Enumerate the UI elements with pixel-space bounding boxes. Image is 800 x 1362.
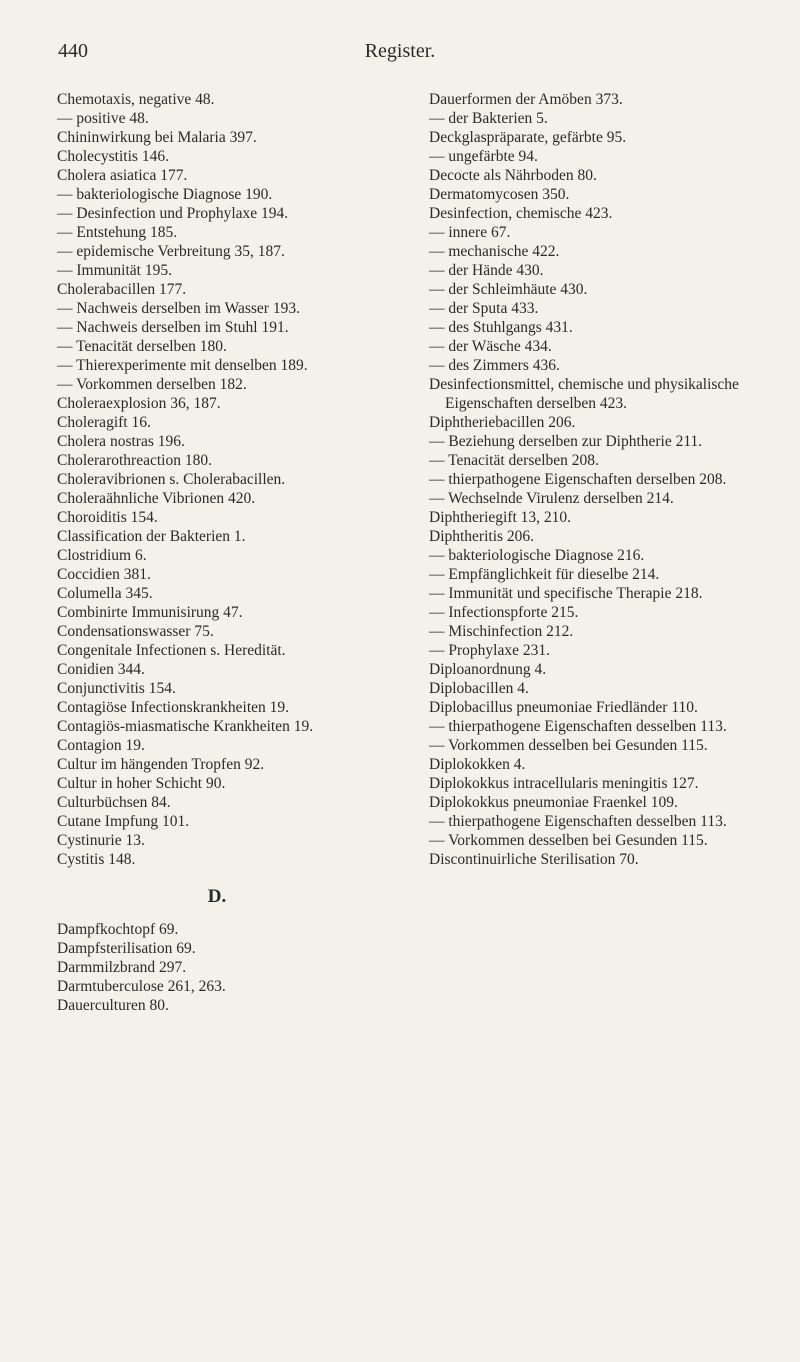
index-entry: Choleragift 16. bbox=[57, 414, 151, 431]
index-entry: Coccidien 381. bbox=[57, 566, 151, 583]
index-entry: — Infectionspforte 215. bbox=[429, 604, 579, 621]
index-entry: — des Stuhlgangs 431. bbox=[429, 319, 573, 336]
index-entry: — Immunität und specifische Therapie 218. bbox=[429, 585, 703, 602]
section-letter-d: D. bbox=[207, 886, 227, 907]
index-entry: — bakteriologische Diagnose 216. bbox=[429, 547, 645, 564]
index-entry: Diplobacillen 4. bbox=[429, 680, 529, 697]
index-entry: — Vorkommen derselben 182. bbox=[57, 376, 247, 393]
index-entry: Diphtheritis 206. bbox=[429, 528, 535, 545]
index-entry: — thierpathogene Eigenschaften desselben 113. bbox=[429, 718, 727, 735]
index-entry: Cholecystitis 146. bbox=[57, 148, 169, 165]
index-entry: — Beziehung derselben zur Diphtherie 211. bbox=[429, 433, 703, 450]
index-entry: — der Bakterien 5. bbox=[429, 110, 548, 127]
index-entry: Cystitis 148. bbox=[57, 851, 136, 868]
index-entry: Culturbüchsen 84. bbox=[57, 794, 171, 811]
index-entry: Chemotaxis, negative 48. bbox=[57, 91, 215, 108]
index-entry: — Tenacität derselben 208. bbox=[429, 452, 599, 469]
index-entry: Cutane Impfung 101. bbox=[57, 813, 190, 830]
index-entry: Dampfsterilisation 69. bbox=[57, 940, 196, 957]
index-entry: Choleraähnliche Vibrionen 420. bbox=[57, 490, 256, 507]
index-entry: Deckglaspräparate, gefärbte 95. bbox=[429, 129, 627, 146]
index-entry: Darmmilzbrand 297. bbox=[57, 959, 187, 976]
page-header bbox=[58, 40, 742, 70]
index-section-d bbox=[57, 920, 377, 1015]
index-entry: Decocte als Nährboden 80. bbox=[429, 167, 597, 184]
index-entry: Diploanordnung 4. bbox=[429, 661, 547, 678]
index-entry: Discontinuirliche Sterilisation 70. bbox=[429, 851, 639, 868]
index-entry: — Nachweis derselben im Stuhl 191. bbox=[57, 319, 289, 336]
index-entry: Choleravibrionen s. Cholerabacillen. bbox=[57, 471, 286, 488]
index-entry: Diphtheriegift 13, 210. bbox=[429, 509, 572, 526]
index-section-c bbox=[57, 90, 377, 869]
index-entry: Cultur in hoher Schicht 90. bbox=[57, 775, 226, 792]
index-entry: — Vorkommen desselben bei Gesunden 115. bbox=[429, 832, 708, 849]
index-entry: Cholerarothreaction 180. bbox=[57, 452, 212, 469]
index-entry: Congenitale Infectionen s. Heredität. bbox=[57, 642, 286, 659]
index-entry: Chininwirkung bei Malaria 397. bbox=[57, 129, 257, 146]
index-entry: Cholera asiatica 177. bbox=[57, 167, 188, 184]
index-entry: Diplokokkus intracellularis meningitis 127. bbox=[429, 775, 699, 792]
index-entry: — der Wäsche 434. bbox=[429, 338, 552, 355]
index-entry: Choroiditis 154. bbox=[57, 509, 158, 526]
index-entry: Contagiös-miasmatische Krankheiten 19. bbox=[57, 718, 314, 735]
page-number: 440 bbox=[58, 40, 88, 62]
index-entry: — der Hände 430. bbox=[429, 262, 544, 279]
index-entry: Cholerabacillen 177. bbox=[57, 281, 187, 298]
index-entry: — der Schleimhäute 430. bbox=[429, 281, 588, 298]
index-entry: Columella 345. bbox=[57, 585, 153, 602]
index-entry: — Mischinfection 212. bbox=[429, 623, 574, 640]
left-column bbox=[57, 90, 377, 1015]
index-entry: Desinfection, chemische 423. bbox=[429, 205, 613, 222]
index-entry: — Thierexperimente mit denselben 189. bbox=[57, 357, 308, 374]
index-entry: — Vorkommen desselben bei Gesunden 115. bbox=[429, 737, 708, 754]
index-entry: Darmtuberculose 261, 263. bbox=[57, 978, 226, 995]
index-entry: — ungefärbte 94. bbox=[429, 148, 538, 165]
index-entry: — Immunität 195. bbox=[57, 262, 172, 279]
index-entry: — Entstehung 185. bbox=[57, 224, 178, 241]
index-entry: Condensationswasser 75. bbox=[57, 623, 214, 640]
index-entry: Dermatomycosen 350. bbox=[429, 186, 570, 203]
index-entry: Combinirte Immunisirung 47. bbox=[57, 604, 243, 621]
index-entry: — mechanische 422. bbox=[429, 243, 560, 260]
index-entry: Cultur im hängenden Tropfen 92. bbox=[57, 756, 265, 773]
index-entry: Cholera nostras 196. bbox=[57, 433, 185, 450]
index-entry: — innere 67. bbox=[429, 224, 511, 241]
index-entry: — Desinfection und Prophylaxe 194. bbox=[57, 205, 289, 222]
index-entry: Diplobacillus pneumoniae Friedländer 110. bbox=[429, 699, 698, 716]
index-section-d-continued bbox=[429, 90, 747, 869]
index-entry: — Wechselnde Virulenz derselben 214. bbox=[429, 490, 674, 507]
index-entry: Classification der Bakterien 1. bbox=[57, 528, 246, 545]
index-entry: Contagion 19. bbox=[57, 737, 145, 754]
index-entry: Dampfkochtopf 69. bbox=[57, 921, 179, 938]
index-entry: Conjunctivitis 154. bbox=[57, 680, 176, 697]
index-entry: Diplokokken 4. bbox=[429, 756, 526, 773]
index-entry: Contagiöse Infectionskrankheiten 19. bbox=[57, 699, 290, 716]
index-entry: — thierpathogene Eigenschaften desselben 113. bbox=[429, 813, 727, 830]
index-entry: — des Zimmers 436. bbox=[429, 357, 560, 374]
index-entry: — Nachweis derselben im Wasser 193. bbox=[57, 300, 300, 317]
index-entry: Cystinurie 13. bbox=[57, 832, 145, 849]
index-entry: Conidien 344. bbox=[57, 661, 145, 678]
index-entry: Dauerculturen 80. bbox=[57, 997, 169, 1014]
index-entry: Desinfectionsmittel, chemische und physikalische Eigenschaften derselben 423. bbox=[429, 376, 739, 412]
index-entry: Diphtheriebacillen 206. bbox=[429, 414, 576, 431]
index-entry: Diplokokkus pneumoniae Fraenkel 109. bbox=[429, 794, 678, 811]
running-title: Register. bbox=[364, 40, 436, 62]
index-entry: Dauerformen der Amöben 373. bbox=[429, 91, 623, 108]
right-column bbox=[429, 90, 747, 869]
index-entry: Choleraexplosion 36, 187. bbox=[57, 395, 221, 412]
index-entry: Clostridium 6. bbox=[57, 547, 147, 564]
index-entry: — thierpathogene Eigenschaften derselben 208. bbox=[429, 471, 727, 488]
index-entry: — der Sputa 433. bbox=[429, 300, 539, 317]
index-entry: — epidemische Verbreitung 35, 187. bbox=[57, 243, 285, 260]
index-entry: — Empfänglichkeit für dieselbe 214. bbox=[429, 566, 660, 583]
index-entry: — positive 48. bbox=[57, 110, 149, 127]
index-entry: — bakteriologische Diagnose 190. bbox=[57, 186, 273, 203]
index-entry: — Prophylaxe 231. bbox=[429, 642, 550, 659]
index-entry: — Tenacität derselben 180. bbox=[57, 338, 227, 355]
